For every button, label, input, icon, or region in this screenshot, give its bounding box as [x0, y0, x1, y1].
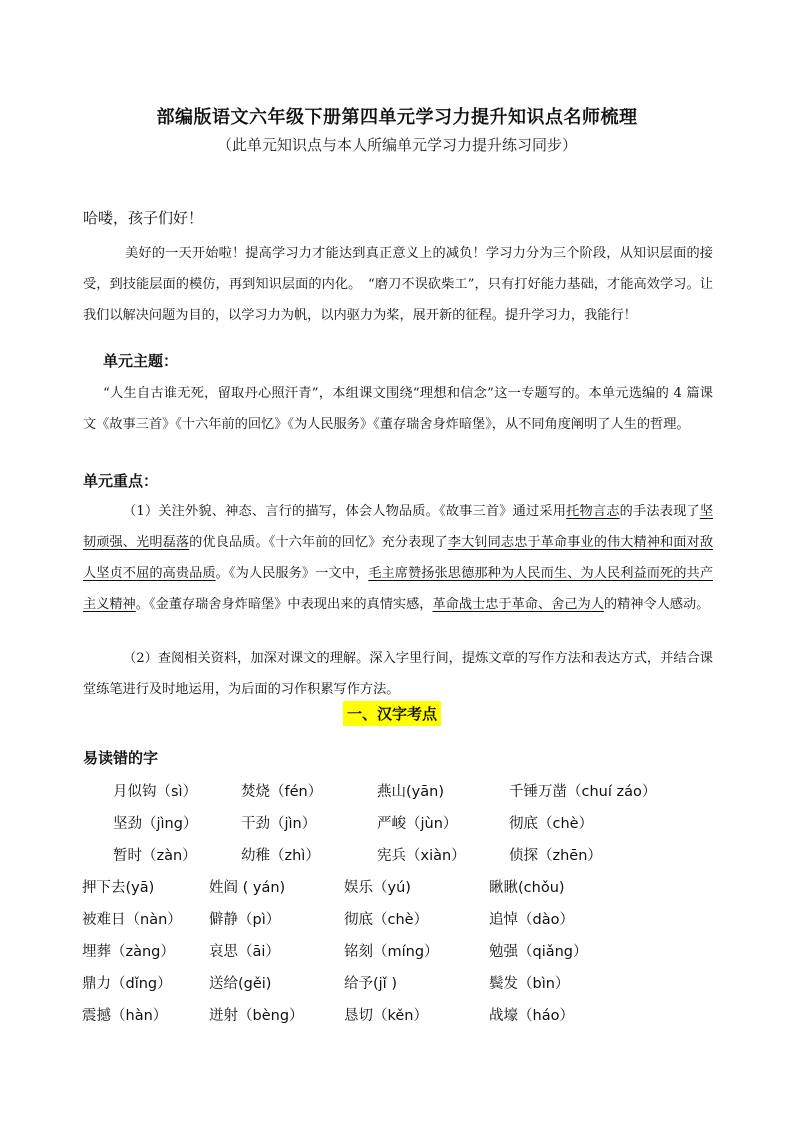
word-item: 鬓发（bìn）: [489, 976, 570, 992]
word-item: 月似钩（sì）: [113, 784, 198, 800]
word-item: 燕山(yān): [377, 784, 444, 800]
text-segment: 的优良品质。《十六年前的回忆》充分表现了: [189, 535, 448, 550]
word-item: 追悼（dào）: [489, 912, 574, 928]
word-item: 干劲（jìn）: [241, 816, 317, 832]
word-item: 哀思（āi）: [209, 944, 280, 960]
word-item: 埋葬（zàng）: [82, 944, 175, 960]
word-item: 恳切（kěn）: [344, 1008, 428, 1024]
underlined-phrase: 坚韧顽强、光明磊落: [83, 504, 714, 550]
word-item: 瞅瞅(chǒu): [489, 880, 565, 896]
word-item: 幼稚（zhì）: [241, 848, 320, 864]
text-segment: 的手法表现了: [619, 504, 700, 519]
word-item: 严峻（jùn）: [377, 816, 458, 832]
text-segment: 。《为人民服务》一文中，: [215, 566, 369, 581]
key-point-2: （2）查阅相关资料，加深对课文的理解。深入字里行间，提炼文章的写作方法和表达方式，并结合课堂练笔进行及时地运用，为后面的习作积累写作方法。: [83, 651, 713, 697]
underlined-phrase: 托物言志: [566, 504, 620, 519]
greeting: 哈喽，孩子们好！: [83, 209, 204, 227]
word-item: 僻静（pì）: [209, 912, 281, 928]
word-item: 侦探（zhēn）: [509, 848, 602, 864]
word-item: 押下去(yā): [82, 880, 155, 896]
word-item: 震撼（hàn）: [82, 1008, 168, 1024]
underlined-phrase: 毛主席赞扬张思德那种为人民而生、为人民利益而死的共产主义精神: [83, 566, 714, 612]
page-subtitle: （此单元知识点与本人所编单元学习力提升练习同步）: [216, 136, 577, 154]
underlined-phrase: 革命战士忠于革命、舍己为人: [432, 597, 604, 612]
word-item: 送给(gěi): [209, 976, 272, 992]
word-item: 被难日（nàn）: [82, 912, 182, 928]
key-points-heading: 单元重点：: [83, 472, 159, 490]
word-item: 坚劲（jìng）: [113, 816, 198, 832]
text-segment: （1）关注外貌、神态、言行的描写，体会人物品质。《故事三首》通过采用: [123, 504, 567, 519]
intro-paragraph: 美好的一天开始啦！提高学习力才能达到真正意义上的减负！学习力分为三个阶段，从知识层面的接受，到技能层面的模仿，再到知识层面的内化。 “磨刀不误砍柴工”，只有打好能力基础，才能高效学习。让我们以解决问题为目的，以学习力为帆，以内驱力为桨，展开新的征程。提升学习力，我能行！: [83, 246, 713, 323]
word-item: 战壕（háo）: [489, 1008, 574, 1024]
text-segment: 的精神令人感动。: [603, 597, 710, 612]
easy-misread-heading: 易读错的字: [83, 749, 159, 767]
word-item: 宪兵（xiàn）: [377, 848, 466, 864]
word-item: 焚烧（fén）: [241, 784, 323, 800]
theme-paragraph: “人生自古谁无死，留取丹心照汗青”，本组课文围绕“理想和信念”这一专题写的。本单元选编的 4 篇课文《故事三首》《十六年前的回忆》《为人民服务》《董存瑞舍身炸暗堡》，从不同角度阐明了人生的哲理。: [83, 386, 713, 432]
word-item: 暂时（zàn）: [113, 848, 197, 864]
word-item: 给予(jǐ ): [344, 976, 397, 992]
key-point-1: [83, 496, 713, 620]
word-item: 姓阎 ( yán): [209, 880, 286, 896]
word-item: 娱乐（yú): [344, 880, 411, 896]
word-item: 铭刻（míng）: [344, 944, 439, 960]
word-item: 迸射（bèng）: [209, 1008, 304, 1024]
page-title: 部编版语文六年级下册第四单元学习力提升知识点名师梳理: [156, 107, 638, 128]
word-item: 千锤万凿（chuí záo）: [509, 784, 657, 800]
word-item: 彻底（chè）: [344, 912, 429, 928]
theme-heading: 单元主题：: [103, 352, 179, 370]
section-title: 一、汉字考点: [343, 701, 441, 726]
word-item: 彻底（chè）: [509, 816, 594, 832]
text-segment: 。《金董存瑞舍身炸暗堡》中表现出来的真情实感，: [135, 597, 433, 612]
underlined-phrase: 李大钊同志忠于革命事业的伟大精神和面对敌人坚贞不屈的高贵品质: [83, 535, 714, 581]
word-item: 勉强（qiǎng）: [489, 944, 588, 960]
word-item: 鼎力（dǐng）: [82, 976, 172, 992]
